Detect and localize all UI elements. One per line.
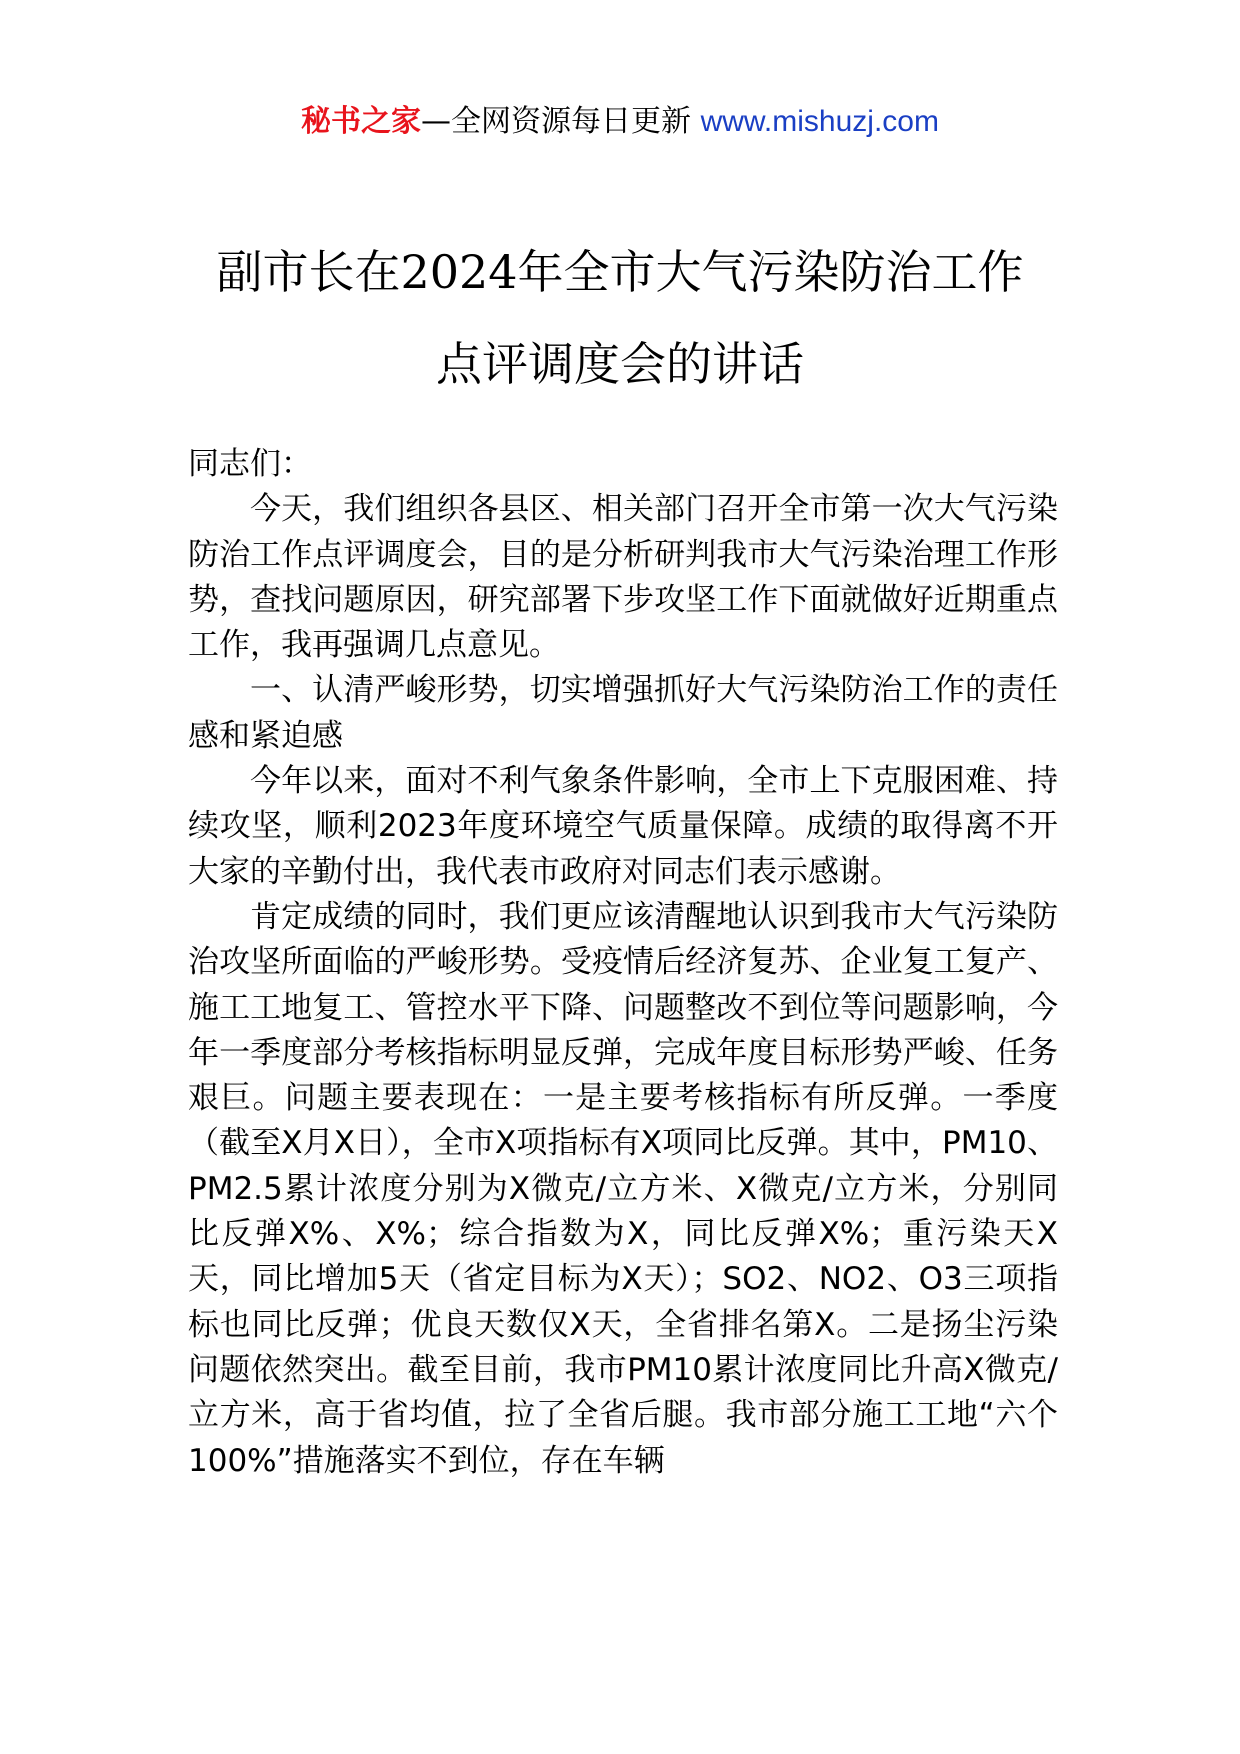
site-brand: 秘书之家 xyxy=(301,104,422,139)
site-banner xyxy=(0,100,1240,144)
section-heading-1: 一、认清严峻形势，切实增强抓好大气污染防治工作的责任感和紧迫感 xyxy=(188,672,1058,754)
greeting: 同志们： xyxy=(188,446,312,482)
title-line-1: 副市长在2024年全市大气污染防治工作 xyxy=(216,245,1024,299)
document-title xyxy=(0,226,1240,410)
document-body xyxy=(188,442,1058,1484)
paragraph-opening: 今天，我们组织各县区、相关部门召开全市第一次大气污染防治工作点评调度会，目的是分析研判我市大气污染治理工作形势，查找问题原因，研究部署下步攻坚工作下面就做好近期重点工作，我再强调几点意见。 xyxy=(188,491,1058,664)
site-url-link[interactable]: www.mishuzj.com xyxy=(700,105,939,138)
site-tagline: —全网资源每日更新 xyxy=(421,104,701,139)
paragraph-achievements: 今年以来，面对不利气象条件影响，全市上下克服困难、持续攻坚，顺利2023年度环境空气质量保障。成绩的取得离不开大家的辛勤付出，我代表市政府对同志们表示感谢。 xyxy=(188,763,1058,890)
title-line-2: 点评调度会的讲话 xyxy=(436,337,804,391)
paragraph-problems: 肯定成绩的同时，我们更应该清醒地认识到我市大气污染防治攻坚所面临的严峻形势。受疫情后经济复苏、企业复工复产、施工工地复工、管控水平下降、问题整改不到位等问题影响，今年一季度部分考核指标明显反弹，完成年度目标形势严峻、任务艰巨。问题主要表现在：一是主要考核指标有所反弹。一季度（截至X月X日），全市X项指标有X项同比反弹。其中，PM10、PM2.5累计浓度分别为X微克/立方米、X微克/立方米，分别同比反弹X%、X%；综合指数为X，同比反弹X%；重污染天X天，同比增加5天（省定目标为X天）；SO2、NO2、O3三项指标也同比反弹；优良天数仅X天，全省排名第X。二是扬尘污染问题依然突出。截至目前，我市PM10累计浓度同比升高X微克/立方米，高于省均值，拉了全省后腿。我市部分施工工地“六个100%”措施落实不到位，存在车辆 xyxy=(188,898,1058,1479)
